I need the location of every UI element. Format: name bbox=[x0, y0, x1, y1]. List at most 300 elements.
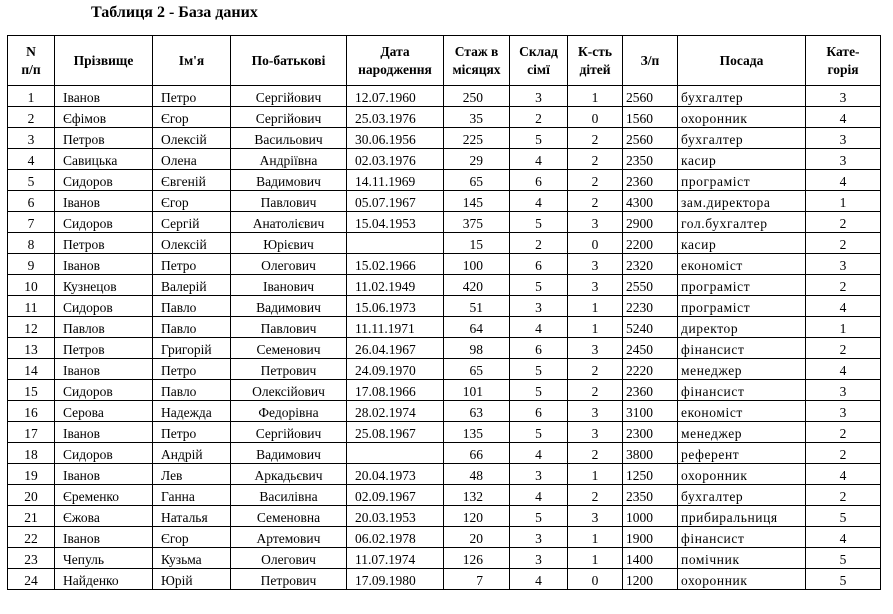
cell-firstname: Павло bbox=[153, 296, 231, 317]
cell-family: 5 bbox=[510, 275, 568, 296]
cell-firstname: Павло bbox=[153, 317, 231, 338]
cell-category: 4 bbox=[806, 170, 881, 191]
cell-experience: 65 bbox=[444, 170, 510, 191]
cell-dob: 11.11.1971 bbox=[347, 317, 444, 338]
cell-salary: 2560 bbox=[623, 86, 678, 107]
cell-category: 4 bbox=[806, 359, 881, 380]
cell-patronymic: Петрович bbox=[231, 359, 347, 380]
cell-num: 10 bbox=[8, 275, 55, 296]
cell-dob: 05.07.1967 bbox=[347, 191, 444, 212]
cell-lastname: Сидоров bbox=[55, 296, 153, 317]
cell-patronymic: Семеновна bbox=[231, 506, 347, 527]
cell-patronymic: Павлович bbox=[231, 317, 347, 338]
cell-category: 2 bbox=[806, 443, 881, 464]
cell-children: 1 bbox=[568, 548, 623, 569]
cell-category: 2 bbox=[806, 233, 881, 254]
cell-lastname: Павлов bbox=[55, 317, 153, 338]
cell-num: 7 bbox=[8, 212, 55, 233]
cell-family: 3 bbox=[510, 86, 568, 107]
cell-children: 1 bbox=[568, 296, 623, 317]
cell-children: 0 bbox=[568, 569, 623, 590]
cell-lastname: Найденко bbox=[55, 569, 153, 590]
cell-num: 20 bbox=[8, 485, 55, 506]
table-header bbox=[8, 36, 881, 86]
cell-children: 3 bbox=[568, 338, 623, 359]
cell-patronymic: Артемович bbox=[231, 527, 347, 548]
cell-family: 3 bbox=[510, 296, 568, 317]
cell-num: 13 bbox=[8, 338, 55, 359]
cell-position: гол.бухгалтер bbox=[678, 212, 806, 233]
cell-dob: 30.06.1956 bbox=[347, 128, 444, 149]
cell-lastname: Іванов bbox=[55, 464, 153, 485]
cell-position: касир bbox=[678, 149, 806, 170]
cell-children: 2 bbox=[568, 128, 623, 149]
table-row bbox=[8, 254, 881, 275]
table-row bbox=[8, 527, 881, 548]
cell-category: 4 bbox=[806, 296, 881, 317]
cell-position: зам.директора bbox=[678, 191, 806, 212]
cell-dob bbox=[347, 443, 444, 464]
cell-salary: 2200 bbox=[623, 233, 678, 254]
cell-children: 0 bbox=[568, 107, 623, 128]
cell-dob: 17.09.1980 bbox=[347, 569, 444, 590]
cell-num: 8 bbox=[8, 233, 55, 254]
cell-num: 22 bbox=[8, 527, 55, 548]
cell-patronymic: Юрієвич bbox=[231, 233, 347, 254]
cell-category: 3 bbox=[806, 380, 881, 401]
cell-children: 2 bbox=[568, 485, 623, 506]
cell-position: економіст bbox=[678, 254, 806, 275]
cell-family: 3 bbox=[510, 527, 568, 548]
cell-category: 2 bbox=[806, 485, 881, 506]
cell-lastname: Єфімов bbox=[55, 107, 153, 128]
cell-salary: 2550 bbox=[623, 275, 678, 296]
cell-position: референт bbox=[678, 443, 806, 464]
cell-dob: 24.09.1970 bbox=[347, 359, 444, 380]
header-category: Кате- горія bbox=[806, 36, 881, 86]
cell-experience: 35 bbox=[444, 107, 510, 128]
cell-firstname: Кузьма bbox=[153, 548, 231, 569]
cell-firstname: Григорій bbox=[153, 338, 231, 359]
cell-salary: 3100 bbox=[623, 401, 678, 422]
cell-salary: 2900 bbox=[623, 212, 678, 233]
cell-experience: 65 bbox=[444, 359, 510, 380]
cell-dob: 28.02.1974 bbox=[347, 401, 444, 422]
cell-patronymic: Васильович bbox=[231, 128, 347, 149]
header-lastname: Прізвище bbox=[55, 36, 153, 86]
cell-family: 5 bbox=[510, 359, 568, 380]
cell-experience: 51 bbox=[444, 296, 510, 317]
cell-position: охоронник bbox=[678, 107, 806, 128]
table-row bbox=[8, 107, 881, 128]
cell-dob bbox=[347, 233, 444, 254]
cell-patronymic: Іванович bbox=[231, 275, 347, 296]
cell-family: 2 bbox=[510, 233, 568, 254]
cell-family: 6 bbox=[510, 254, 568, 275]
cell-firstname: Петро bbox=[153, 254, 231, 275]
cell-dob: 25.03.1976 bbox=[347, 107, 444, 128]
cell-num: 11 bbox=[8, 296, 55, 317]
cell-lastname: Кузнецов bbox=[55, 275, 153, 296]
cell-lastname: Іванов bbox=[55, 191, 153, 212]
cell-experience: 7 bbox=[444, 569, 510, 590]
cell-experience: 15 bbox=[444, 233, 510, 254]
cell-patronymic: Федорівна bbox=[231, 401, 347, 422]
cell-salary: 2220 bbox=[623, 359, 678, 380]
cell-position: менеджер bbox=[678, 359, 806, 380]
cell-experience: 225 bbox=[444, 128, 510, 149]
cell-firstname: Лев bbox=[153, 464, 231, 485]
table-row bbox=[8, 422, 881, 443]
table-row bbox=[8, 506, 881, 527]
cell-family: 4 bbox=[510, 149, 568, 170]
cell-position: бухгалтер bbox=[678, 86, 806, 107]
table-row bbox=[8, 569, 881, 590]
cell-firstname: Наталья bbox=[153, 506, 231, 527]
cell-experience: 29 bbox=[444, 149, 510, 170]
cell-firstname: Єгор bbox=[153, 107, 231, 128]
cell-firstname: Андрій bbox=[153, 443, 231, 464]
cell-family: 3 bbox=[510, 464, 568, 485]
cell-salary: 2350 bbox=[623, 485, 678, 506]
cell-dob: 11.02.1949 bbox=[347, 275, 444, 296]
cell-children: 2 bbox=[568, 191, 623, 212]
cell-firstname: Єгор bbox=[153, 191, 231, 212]
cell-salary: 1250 bbox=[623, 464, 678, 485]
cell-salary: 1000 bbox=[623, 506, 678, 527]
cell-salary: 1560 bbox=[623, 107, 678, 128]
cell-lastname: Сидоров bbox=[55, 443, 153, 464]
cell-children: 1 bbox=[568, 317, 623, 338]
cell-salary: 2230 bbox=[623, 296, 678, 317]
cell-patronymic: Павлович bbox=[231, 191, 347, 212]
cell-firstname: Олексій bbox=[153, 233, 231, 254]
cell-family: 4 bbox=[510, 317, 568, 338]
cell-category: 4 bbox=[806, 464, 881, 485]
cell-family: 4 bbox=[510, 443, 568, 464]
cell-patronymic: Сергійович bbox=[231, 422, 347, 443]
cell-firstname: Петро bbox=[153, 86, 231, 107]
cell-firstname: Єгор bbox=[153, 527, 231, 548]
cell-experience: 250 bbox=[444, 86, 510, 107]
table-row bbox=[8, 380, 881, 401]
cell-firstname: Сергій bbox=[153, 212, 231, 233]
cell-children: 2 bbox=[568, 149, 623, 170]
cell-lastname: Іванов bbox=[55, 254, 153, 275]
cell-category: 2 bbox=[806, 422, 881, 443]
cell-num: 23 bbox=[8, 548, 55, 569]
cell-children: 3 bbox=[568, 275, 623, 296]
cell-firstname: Петро bbox=[153, 422, 231, 443]
cell-experience: 420 bbox=[444, 275, 510, 296]
table-row bbox=[8, 401, 881, 422]
cell-dob: 26.04.1967 bbox=[347, 338, 444, 359]
cell-experience: 101 bbox=[444, 380, 510, 401]
cell-children: 3 bbox=[568, 422, 623, 443]
cell-children: 3 bbox=[568, 401, 623, 422]
cell-family: 6 bbox=[510, 170, 568, 191]
cell-experience: 135 bbox=[444, 422, 510, 443]
cell-num: 15 bbox=[8, 380, 55, 401]
cell-patronymic: Вадимович bbox=[231, 170, 347, 191]
cell-family: 6 bbox=[510, 338, 568, 359]
cell-family: 5 bbox=[510, 212, 568, 233]
cell-children: 0 bbox=[568, 233, 623, 254]
cell-experience: 126 bbox=[444, 548, 510, 569]
cell-lastname: Петров bbox=[55, 233, 153, 254]
cell-dob: 15.04.1953 bbox=[347, 212, 444, 233]
cell-children: 2 bbox=[568, 170, 623, 191]
cell-dob: 02.09.1967 bbox=[347, 485, 444, 506]
cell-lastname: Іванов bbox=[55, 527, 153, 548]
header-salary: З/п bbox=[623, 36, 678, 86]
cell-num: 6 bbox=[8, 191, 55, 212]
table-row bbox=[8, 317, 881, 338]
cell-children: 2 bbox=[568, 443, 623, 464]
cell-dob: 15.02.1966 bbox=[347, 254, 444, 275]
cell-category: 5 bbox=[806, 506, 881, 527]
cell-patronymic: Петрович bbox=[231, 569, 347, 590]
cell-experience: 66 bbox=[444, 443, 510, 464]
cell-lastname: Савицька bbox=[55, 149, 153, 170]
cell-position: фінансист bbox=[678, 527, 806, 548]
cell-salary: 1400 bbox=[623, 548, 678, 569]
cell-children: 1 bbox=[568, 464, 623, 485]
cell-family: 5 bbox=[510, 422, 568, 443]
cell-lastname: Сидоров bbox=[55, 170, 153, 191]
cell-experience: 132 bbox=[444, 485, 510, 506]
cell-experience: 120 bbox=[444, 506, 510, 527]
cell-salary: 2350 bbox=[623, 149, 678, 170]
header-patronymic: По-батькові bbox=[231, 36, 347, 86]
cell-lastname: Петров bbox=[55, 338, 153, 359]
cell-patronymic: Вадимович bbox=[231, 443, 347, 464]
cell-firstname: Юрій bbox=[153, 569, 231, 590]
cell-category: 3 bbox=[806, 254, 881, 275]
cell-dob: 17.08.1966 bbox=[347, 380, 444, 401]
cell-children: 3 bbox=[568, 254, 623, 275]
cell-experience: 98 bbox=[444, 338, 510, 359]
cell-position: фінансист bbox=[678, 380, 806, 401]
cell-family: 4 bbox=[510, 485, 568, 506]
cell-lastname: Сидоров bbox=[55, 380, 153, 401]
cell-dob: 15.06.1973 bbox=[347, 296, 444, 317]
cell-family: 6 bbox=[510, 401, 568, 422]
table-row bbox=[8, 86, 881, 107]
cell-category: 4 bbox=[806, 107, 881, 128]
header-position: Посада bbox=[678, 36, 806, 86]
cell-position: програміст bbox=[678, 275, 806, 296]
cell-patronymic: Семенович bbox=[231, 338, 347, 359]
cell-family: 2 bbox=[510, 107, 568, 128]
cell-firstname: Олексій bbox=[153, 128, 231, 149]
table-row bbox=[8, 359, 881, 380]
cell-position: менеджер bbox=[678, 422, 806, 443]
cell-firstname: Ганна bbox=[153, 485, 231, 506]
cell-dob: 20.04.1973 bbox=[347, 464, 444, 485]
cell-salary: 2450 bbox=[623, 338, 678, 359]
cell-category: 5 bbox=[806, 569, 881, 590]
cell-family: 5 bbox=[510, 506, 568, 527]
cell-position: економіст bbox=[678, 401, 806, 422]
cell-salary: 2360 bbox=[623, 170, 678, 191]
cell-category: 4 bbox=[806, 527, 881, 548]
table-body bbox=[8, 86, 881, 590]
cell-patronymic: Сергійович bbox=[231, 107, 347, 128]
cell-category: 2 bbox=[806, 275, 881, 296]
cell-experience: 48 bbox=[444, 464, 510, 485]
cell-category: 3 bbox=[806, 401, 881, 422]
cell-lastname: Петров bbox=[55, 128, 153, 149]
table-row bbox=[8, 485, 881, 506]
cell-position: прибиральниця bbox=[678, 506, 806, 527]
cell-salary: 2360 bbox=[623, 380, 678, 401]
cell-patronymic: Аркадьєвич bbox=[231, 464, 347, 485]
cell-lastname: Іванов bbox=[55, 422, 153, 443]
cell-dob: 20.03.1953 bbox=[347, 506, 444, 527]
header-row bbox=[8, 36, 881, 86]
cell-patronymic: Олексійович bbox=[231, 380, 347, 401]
cell-experience: 375 bbox=[444, 212, 510, 233]
cell-position: касир bbox=[678, 233, 806, 254]
cell-patronymic: Олегович bbox=[231, 254, 347, 275]
cell-category: 5 bbox=[806, 548, 881, 569]
cell-position: програміст bbox=[678, 170, 806, 191]
cell-patronymic: Андріївна bbox=[231, 149, 347, 170]
cell-lastname: Чепуль bbox=[55, 548, 153, 569]
cell-firstname: Надежда bbox=[153, 401, 231, 422]
cell-dob: 02.03.1976 bbox=[347, 149, 444, 170]
cell-category: 3 bbox=[806, 86, 881, 107]
cell-patronymic: Сергійович bbox=[231, 86, 347, 107]
cell-firstname: Павло bbox=[153, 380, 231, 401]
cell-num: 3 bbox=[8, 128, 55, 149]
cell-category: 3 bbox=[806, 128, 881, 149]
cell-children: 1 bbox=[568, 86, 623, 107]
cell-position: бухгалтер bbox=[678, 128, 806, 149]
cell-family: 5 bbox=[510, 128, 568, 149]
table-row bbox=[8, 170, 881, 191]
header-experience: Стаж в місяцях bbox=[444, 36, 510, 86]
cell-salary: 1200 bbox=[623, 569, 678, 590]
cell-patronymic: Анатолієвич bbox=[231, 212, 347, 233]
cell-lastname: Іванов bbox=[55, 359, 153, 380]
cell-firstname: Валерій bbox=[153, 275, 231, 296]
cell-num: 1 bbox=[8, 86, 55, 107]
table-row bbox=[8, 338, 881, 359]
cell-dob: 12.07.1960 bbox=[347, 86, 444, 107]
cell-dob: 06.02.1978 bbox=[347, 527, 444, 548]
cell-salary: 1900 bbox=[623, 527, 678, 548]
cell-experience: 20 bbox=[444, 527, 510, 548]
cell-category: 1 bbox=[806, 317, 881, 338]
cell-position: охоронник bbox=[678, 569, 806, 590]
cell-lastname: Серова bbox=[55, 401, 153, 422]
cell-category: 3 bbox=[806, 149, 881, 170]
cell-children: 2 bbox=[568, 380, 623, 401]
cell-family: 4 bbox=[510, 569, 568, 590]
cell-salary: 4300 bbox=[623, 191, 678, 212]
cell-num: 18 bbox=[8, 443, 55, 464]
cell-num: 14 bbox=[8, 359, 55, 380]
table-row bbox=[8, 191, 881, 212]
cell-patronymic: Василівна bbox=[231, 485, 347, 506]
cell-salary: 2560 bbox=[623, 128, 678, 149]
table-row bbox=[8, 275, 881, 296]
cell-num: 16 bbox=[8, 401, 55, 422]
cell-category: 2 bbox=[806, 338, 881, 359]
table-caption: Таблиця 2 - База даних bbox=[91, 4, 258, 21]
cell-family: 4 bbox=[510, 191, 568, 212]
cell-lastname: Єременко bbox=[55, 485, 153, 506]
cell-position: директор bbox=[678, 317, 806, 338]
cell-firstname: Петро bbox=[153, 359, 231, 380]
header-dob: Дата народження bbox=[347, 36, 444, 86]
cell-patronymic: Олегович bbox=[231, 548, 347, 569]
cell-position: програміст bbox=[678, 296, 806, 317]
cell-num: 12 bbox=[8, 317, 55, 338]
header-children: К-сть дітей bbox=[568, 36, 623, 86]
cell-firstname: Олена bbox=[153, 149, 231, 170]
cell-dob: 25.08.1967 bbox=[347, 422, 444, 443]
cell-experience: 145 bbox=[444, 191, 510, 212]
table-row bbox=[8, 149, 881, 170]
cell-experience: 100 bbox=[444, 254, 510, 275]
cell-lastname: Сидоров bbox=[55, 212, 153, 233]
cell-num: 19 bbox=[8, 464, 55, 485]
cell-num: 21 bbox=[8, 506, 55, 527]
cell-salary: 3800 bbox=[623, 443, 678, 464]
header-family: Склад сімї bbox=[510, 36, 568, 86]
cell-position: помічник bbox=[678, 548, 806, 569]
cell-num: 4 bbox=[8, 149, 55, 170]
cell-salary: 2300 bbox=[623, 422, 678, 443]
cell-experience: 63 bbox=[444, 401, 510, 422]
cell-children: 3 bbox=[568, 212, 623, 233]
database-table bbox=[7, 35, 881, 590]
cell-salary: 5240 bbox=[623, 317, 678, 338]
table-row bbox=[8, 548, 881, 569]
cell-position: охоронник bbox=[678, 464, 806, 485]
cell-family: 3 bbox=[510, 548, 568, 569]
cell-num: 9 bbox=[8, 254, 55, 275]
table-row bbox=[8, 128, 881, 149]
cell-salary: 2320 bbox=[623, 254, 678, 275]
cell-position: бухгалтер bbox=[678, 485, 806, 506]
cell-num: 17 bbox=[8, 422, 55, 443]
cell-firstname: Євгеній bbox=[153, 170, 231, 191]
header-num: N п/п bbox=[8, 36, 55, 86]
table-row bbox=[8, 233, 881, 254]
cell-children: 3 bbox=[568, 506, 623, 527]
cell-dob: 14.11.1969 bbox=[347, 170, 444, 191]
cell-num: 5 bbox=[8, 170, 55, 191]
cell-children: 2 bbox=[568, 359, 623, 380]
table-row bbox=[8, 296, 881, 317]
cell-category: 1 bbox=[806, 191, 881, 212]
cell-position: фінансист bbox=[678, 338, 806, 359]
cell-num: 24 bbox=[8, 569, 55, 590]
header-firstname: Ім'я bbox=[153, 36, 231, 86]
table-row bbox=[8, 212, 881, 233]
cell-category: 2 bbox=[806, 212, 881, 233]
cell-lastname: Єжова bbox=[55, 506, 153, 527]
cell-family: 5 bbox=[510, 380, 568, 401]
cell-children: 1 bbox=[568, 527, 623, 548]
table-row bbox=[8, 443, 881, 464]
cell-lastname: Іванов bbox=[55, 86, 153, 107]
cell-patronymic: Вадимович bbox=[231, 296, 347, 317]
